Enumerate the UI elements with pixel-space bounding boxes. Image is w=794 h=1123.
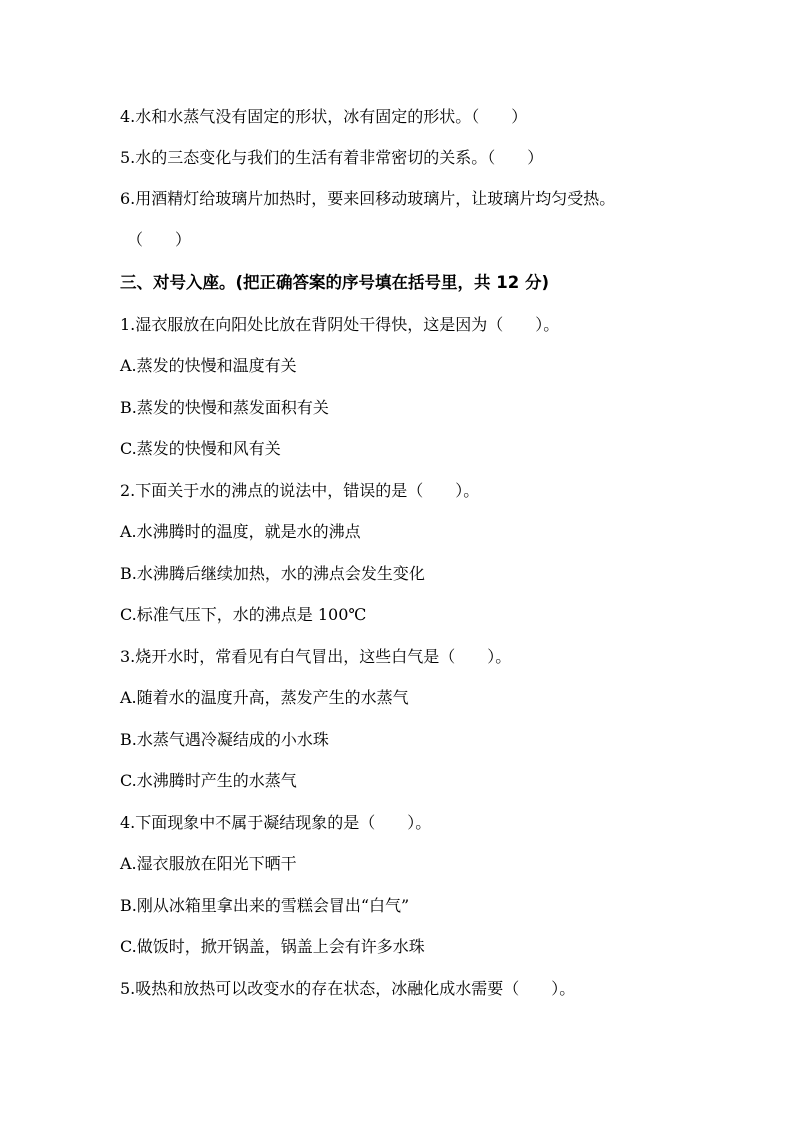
question-2-option-a: A.水沸腾时的温度，就是水的沸点 [120,522,361,541]
question-3-stem: 3.烧开水时，常看见有白气冒出，这些白气是（ ）。 [120,647,512,666]
question-3-option-c: C.水沸腾时产生的水蒸气 [120,771,297,790]
question-1-option-b: B.蒸发的快慢和蒸发面积有关 [120,398,329,417]
question-4-stem: 4.下面现象中不属于凝结现象的是（ ）。 [120,813,432,832]
judgement-item-4: 4.水和水蒸气没有固定的形状，冰有固定的形状。（ ） [120,107,528,126]
question-1-option-c: C.蒸发的快慢和风有关 [120,439,281,458]
question-4-option-a: A.湿衣服放在阳光下晒干 [120,854,297,873]
judgement-item-6: 6.用酒精灯给玻璃片加热时，要来回移动玻璃片，让玻璃片均匀受热。 [120,189,616,208]
question-5-stem: 5.吸热和放热可以改变水的存在状态，冰融化成水需要（ ）。 [120,979,576,998]
judgement-item-6-blank: （ ） [127,230,192,249]
question-3-option-b: B.水蒸气遇冷凝结成的小水珠 [120,730,329,749]
question-4-option-c: C.做饭时，掀开锅盖，锅盖上会有许多水珠 [120,937,425,956]
section-3-heading: 三、对号入座。(把正确答案的序号填在括号里，共 12 分) [120,273,550,292]
question-4-option-b: B.刚从冰箱里拿出来的雪糕会冒出“白气” [120,896,410,915]
judgement-item-5: 5.水的三态变化与我们的生活有着非常密切的关系。（ ） [120,148,544,167]
question-2-option-c: C.标准气压下，水的沸点是 100℃ [120,605,367,624]
question-1-stem: 1.湿衣服放在向阳处比放在背阴处干得快，这是因为（ ）。 [120,315,560,334]
question-1-option-a: A.蒸发的快慢和温度有关 [120,356,297,375]
question-2-option-b: B.水沸腾后继续加热，水的沸点会发生变化 [120,564,425,583]
question-2-stem: 2.下面关于水的沸点的说法中，错误的是（ ）。 [120,481,480,500]
question-3-option-a: A.随着水的温度升高，蒸发产生的水蒸气 [120,688,409,707]
